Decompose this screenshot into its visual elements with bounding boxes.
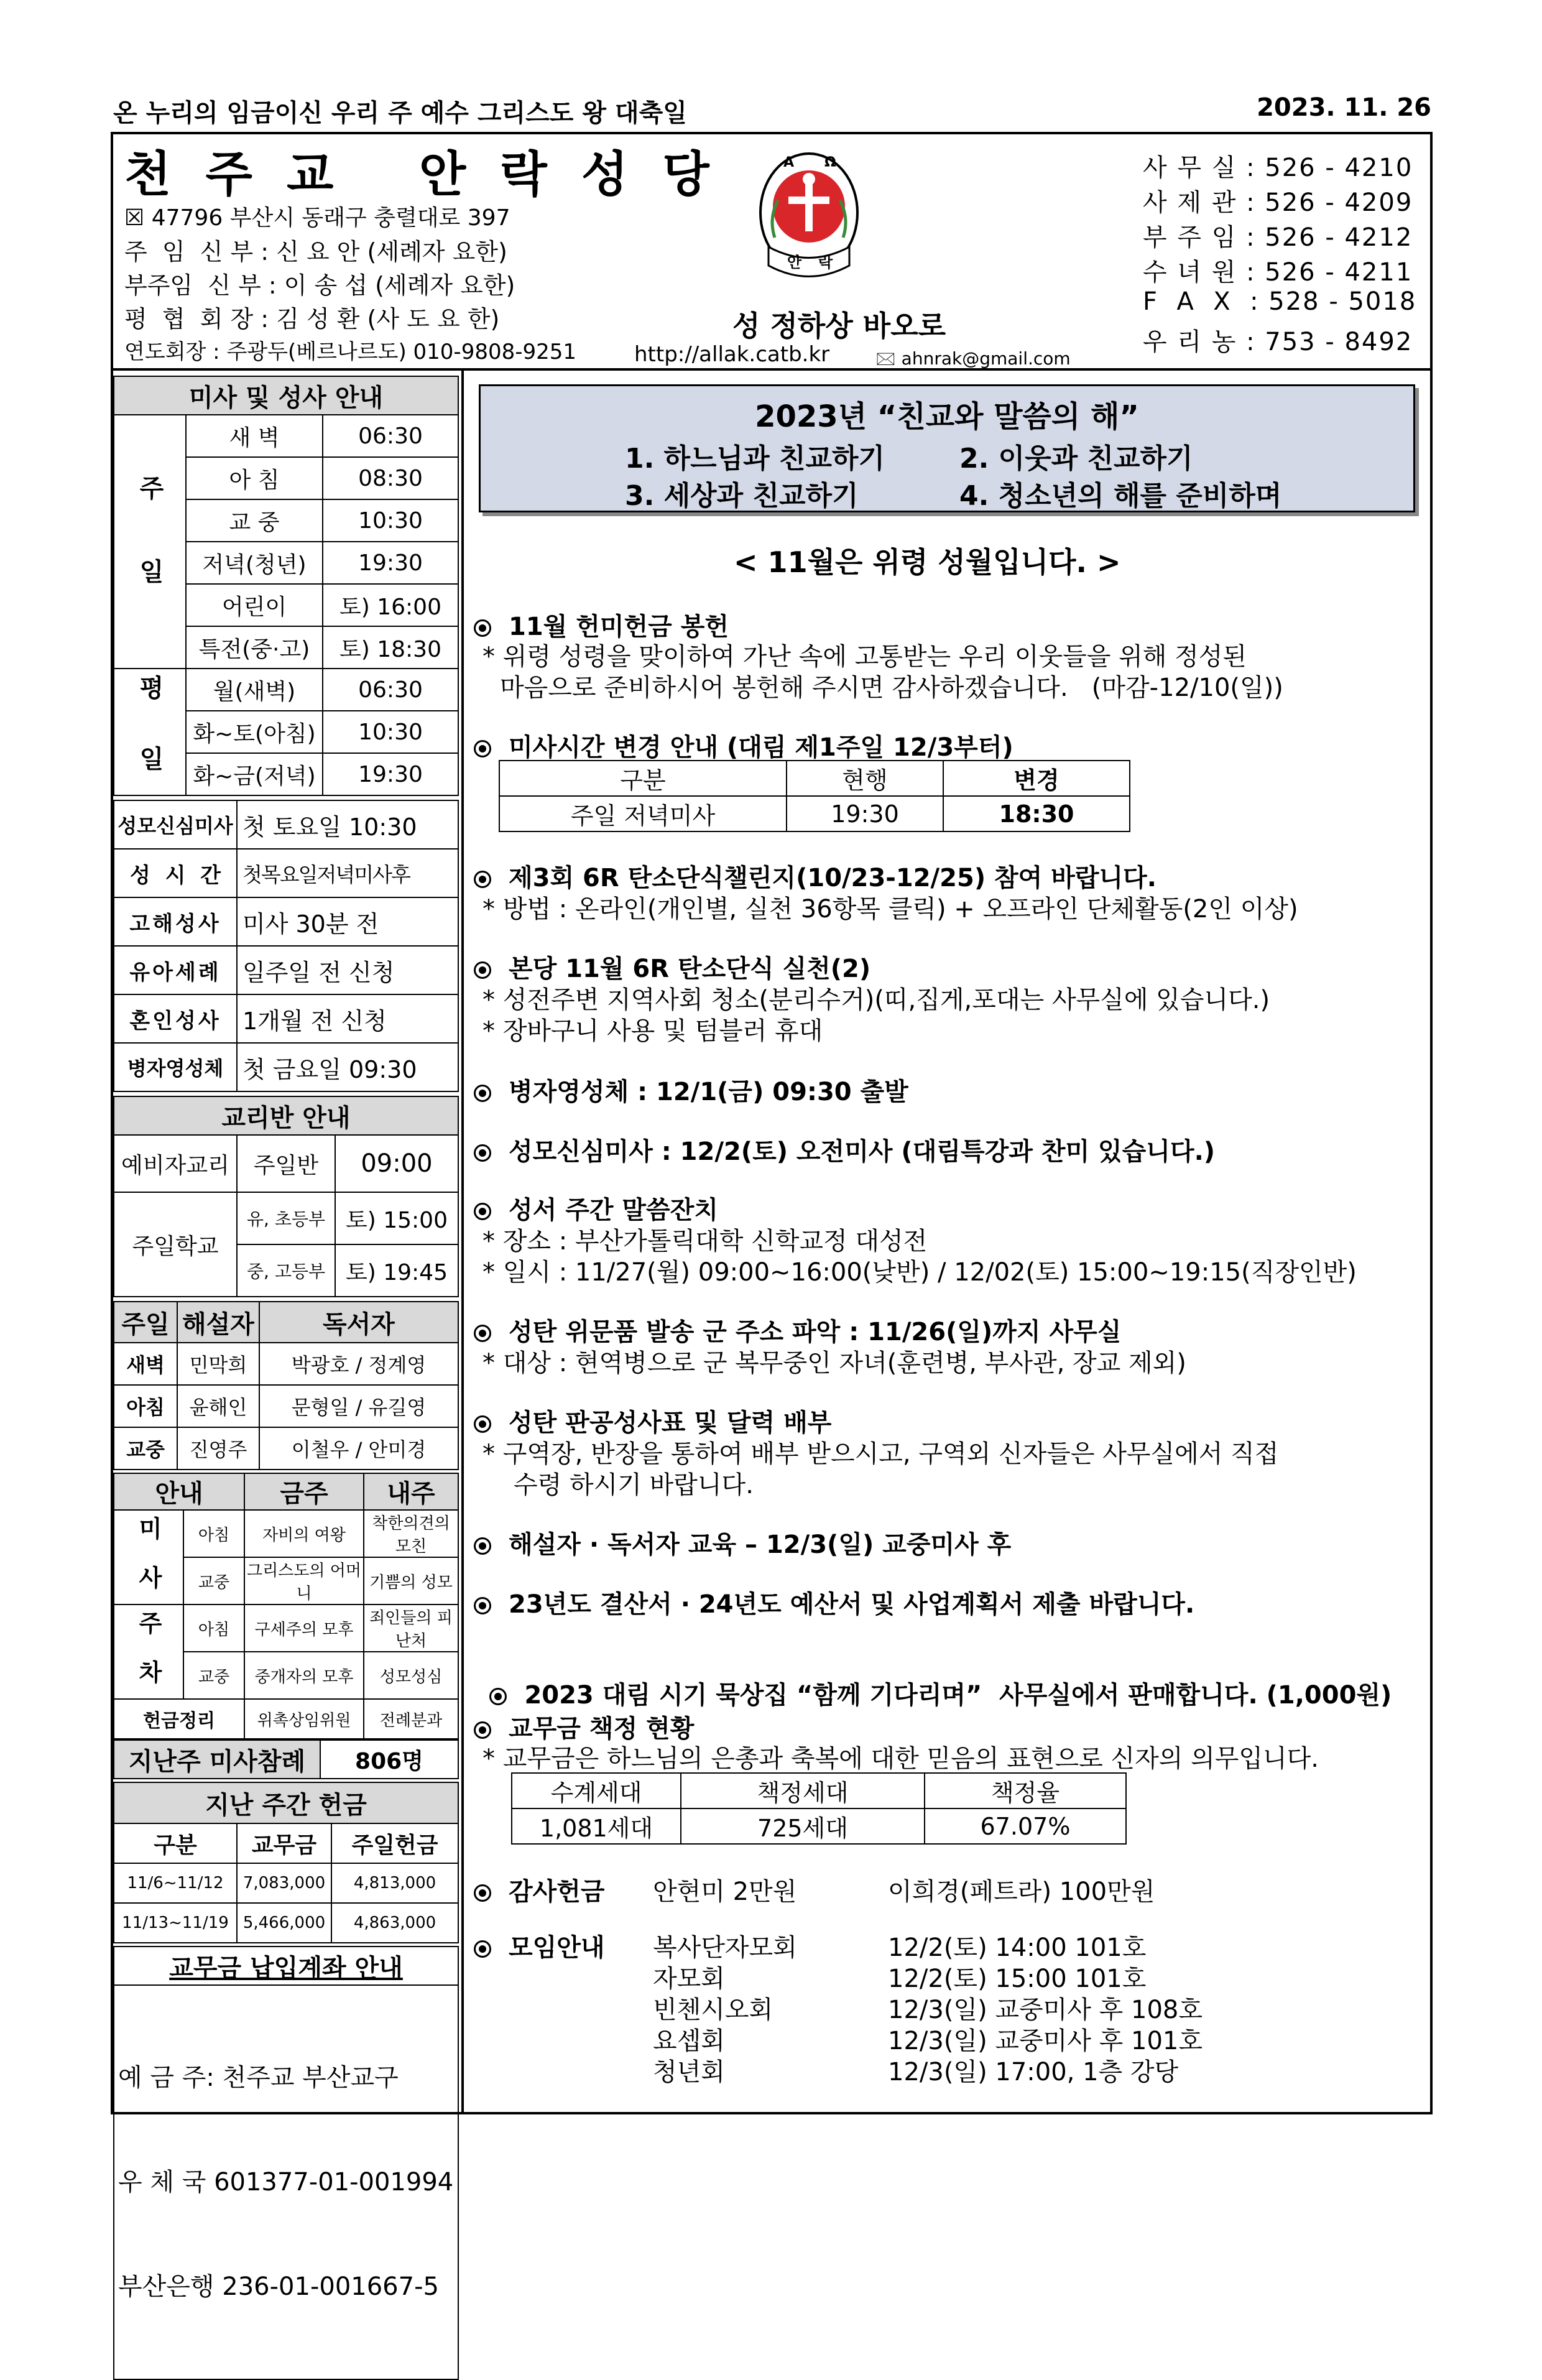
attendance-table [113,1739,459,1779]
mass-sunday-name: 새 벽 [186,415,323,457]
guide-time: 교중 [183,1557,244,1604]
guide-next-week: 죄인들의 피난처 [364,1604,458,1652]
notice-7 [474,1190,718,1226]
mass-sunday-name: 특전(중·고) [186,626,323,669]
tithe-table [511,1772,1127,1845]
table-cell: 1,081세대 [512,1808,681,1844]
bullet-icon [474,1597,491,1614]
column-divider [461,368,464,2114]
meeting-time: 12/2(토) 14:00 101호 [888,1933,1147,1962]
email-text: ahnrak@gmail.com [901,348,1071,369]
left-column [113,376,459,2380]
mass-sunday-time: 10:30 [323,499,458,542]
notice-line: * 교무금은 하느님의 은총과 축복에 대한 믿음의 표현으로 신자의 의무입니다. [482,1744,1319,1773]
notice-title: 2023 대림 시기 묵상집 “함께 기다리며” 사무실에서 판매합니다. (1,000원) [524,1681,1392,1710]
notice-line: * 장소 : 부산가톨릭대학 신학교정 대성전 [482,1227,928,1256]
sacrament-name: 고해성사 [114,897,237,946]
feast-title: 온 누리의 임금이신 우리 주 예수 그리스도 왕 대축일 [113,99,687,127]
thanks-item: 안현미 2만원 [653,1878,797,1906]
notice-3 [474,858,1156,894]
banner-item: 1. 하느님과 친교하기 [625,443,885,475]
mass-sunday-name: 저녁(청년) [186,542,323,584]
table-cell: 67.07% [925,1808,1126,1844]
bullet-icon [474,961,491,979]
notice-9 [474,1403,831,1438]
mass-weekday-time: 19:30 [323,753,458,795]
pre-catechism-class: 주일반 [237,1135,335,1192]
reader-readers: 박광호 / 정계영 [259,1343,458,1385]
notice-title: 성모신심미사 : 12/2(토) 오전미사 (대림특강과 찬미 있습니다.) [509,1137,1216,1166]
staff-yeondo: 연도회장 : 주광두(베르나르도) 010-9808-9251 [124,340,577,364]
mass-sunday-name: 교 중 [186,499,323,542]
sacrament-table [113,800,459,1092]
notice-line: 마음으로 준비하시어 봉헌해 주시면 감사하겠습니다. (마감-12/10(일)) [500,674,1283,702]
banner-item: 4. 청소년의 해를 준비하며 [959,480,1282,512]
bullet-icon [474,1203,491,1220]
pre-catechism-label: 예비자교리 [114,1135,237,1192]
notice-10 [474,1525,1011,1560]
offering-header: 구분 [114,1823,237,1863]
guide-this-week: 중개자의 모후 [244,1652,364,1699]
sacrament-time: 첫 금요일 09:30 [237,1043,458,1091]
notice-12 [474,1647,1392,1711]
guide-this-week: 자비의 여왕 [244,1510,364,1557]
month-notice: < 11월은 위령 성월입니다. > [734,545,1121,579]
meeting-name: 복사단자모회 [653,1933,797,1962]
website-link[interactable]: http://allak.catb.kr [634,342,830,367]
notice-title: 감사헌금 [509,1878,605,1906]
guide-next-week: 기쁨의 성모 [364,1557,458,1604]
reader-readers: 문형일 / 유길영 [259,1385,458,1427]
notice-title: 해설자 · 독서자 교육 – 12/3(일) 교중미사 후 [509,1530,1012,1559]
sacrament-name: 유아세례 [114,946,237,994]
notice-line: * 방법 : 온라인(개인별, 실천 36항목 클릭) + 오프라인 단체활동(2인 이상) [482,895,1298,924]
offering-table [113,1782,459,1943]
account-holder: 예 금 주: 천주교 부산교구 [118,2063,399,2092]
mass-weekday-name: 화~금(저녁) [186,753,323,795]
table-cell: 주일 저녁미사 [499,796,787,831]
mail-icon: 🖂 [875,348,902,369]
sacrament-name: 혼인성사 [114,994,237,1043]
offering-sunday: 4,863,000 [331,1903,458,1943]
notice-title: 성탄 위문품 발송 군 주소 파악 : 11/26(일)까지 사무실 [509,1318,1122,1346]
table-header: 변경 [943,761,1130,796]
bullet-icon [474,1144,491,1162]
meeting-name: 자모회 [653,1965,725,1993]
bulletin-date: 2023. 11. 26 [1257,93,1431,122]
contact-fax: F A X : 528 - 5018 [1143,287,1417,316]
sacrament-name: 병자영성체 [114,1043,237,1091]
guide-time: 아침 [183,1604,244,1652]
table-header: 현행 [787,761,943,796]
mass-table [113,376,459,796]
bullet-icon [474,871,491,888]
offering-sunday: 4,813,000 [331,1863,458,1903]
offering-tithe: 7,083,000 [237,1863,331,1903]
logo-alpha: A [783,155,795,170]
notice-5 [474,1072,908,1108]
mass-weekday-time: 10:30 [323,711,458,753]
table-header: 수계세대 [512,1773,681,1808]
notice-title: 성서 주간 말씀잔치 [509,1196,718,1225]
notice-11 [474,1585,1194,1620]
notice-4 [474,949,870,984]
reader-mass: 새벽 [114,1343,177,1385]
account-table [113,1946,459,2380]
banner-title: 2023년 “친교와 말씀의 해” [755,399,1139,434]
reader-mass: 아침 [114,1385,177,1427]
money-next-week: 전례분과 [364,1699,458,1739]
notice-title: 본당 11월 6R 탄소단식 실천(2) [509,955,871,983]
mass-sunday-time: 06:30 [323,415,458,457]
bullet-icon [489,1688,507,1705]
guide-time: 교중 [183,1652,244,1699]
table-cell: 725세대 [681,1808,925,1844]
header-divider [111,368,1433,371]
readers-header: 해설자 [177,1302,259,1343]
contact-rectory: 사 제 관 : 526 - 4209 [1143,188,1413,217]
school-grade: 유, 초등부 [237,1192,335,1244]
pre-catechism-time: 09:00 [335,1135,458,1192]
weekday-label: 평 일 [114,669,186,795]
offering-period: 11/6~11/12 [114,1863,237,1903]
logo-omega: Ω [824,155,836,170]
mass-sunday-name: 아 침 [186,457,323,499]
sacrament-time: 미사 30분 전 [237,897,458,946]
bullet-icon [474,1537,491,1555]
notice-title: 미사시간 변경 안내 (대림 제1주일 12/3부터) [509,733,1013,762]
meetings-notice [474,1928,605,1963]
bullet-icon [474,1884,491,1902]
banner-item: 2. 이웃과 친교하기 [959,443,1193,475]
bullet-icon [474,1415,491,1433]
mass-sunday-time: 토) 16:00 [323,584,458,626]
email-address[interactable] [875,346,1071,376]
guide-this-week: 구세주의 모후 [244,1604,364,1652]
mass-change-table [499,760,1130,832]
thanks-item: 이희경(페트라) 100만원 [888,1878,1155,1906]
meeting-time: 12/2(토) 15:00 101호 [888,1965,1147,1993]
banner-item: 3. 세상과 친교하기 [625,480,859,512]
guide-mass-label: 미 사 [114,1510,183,1604]
catechism-title: 교리반 안내 [114,1096,458,1135]
bullet-icon [474,740,491,757]
contact-convent: 수 녀 원 : 526 - 4211 [1143,258,1413,287]
school-grade: 중, 고등부 [237,1244,335,1297]
notice-line: * 장바구니 사용 및 텀블러 휴대 [482,1017,823,1045]
notice-line: 수령 하시기 바랍니다. [514,1471,754,1499]
notice-8 [474,1312,1121,1348]
table-header: 책정율 [925,1773,1126,1808]
bullet-icon [474,1721,491,1739]
notice-title: 제3회 6R 탄소단식챌린지(10/23-12/25) 참여 바랍니다. [509,864,1157,892]
patron-name: 성 정하상 바오로 [732,309,946,343]
sacrament-time: 첫 토요일 10:30 [237,800,458,849]
meeting-time: 12/3(일) 교중미사 후 101호 [888,2027,1203,2055]
mass-sunday-time: 토) 18:30 [323,626,458,669]
notice-line: * 위령 성령을 맞이하여 가난 속에 고통받는 우리 이웃들을 위해 정성된 [482,642,1247,671]
readers-header: 주일 [114,1302,177,1343]
contact-urinong: 우 리 농 : 753 - 8492 [1143,328,1413,356]
attendance-label: 지난주 미사참례 [114,1740,320,1779]
money-this-week: 위촉상임위원 [244,1699,364,1739]
reader-commentator: 민막희 [177,1343,259,1385]
mass-weekday-name: 월(새벽) [186,669,323,711]
thanks-notice [474,1872,605,1907]
guide-header: 내주 [364,1473,458,1510]
notice-title: 23년도 결산서 · 24년도 예산서 및 사업계획서 제출 바랍니다. [509,1590,1195,1619]
notice-line: * 구역장, 반장을 통하여 배부 받으시고, 구역외 신자들은 사무실에서 직접 [482,1440,1279,1468]
mass-sunday-time: 08:30 [323,457,458,499]
attendance-value: 806명 [320,1740,458,1779]
table-header: 책정세대 [681,1773,925,1808]
table-header: 구분 [499,761,787,796]
year-theme-banner [479,384,1415,512]
notice-title: 교무금 책정 현황 [509,1715,695,1743]
reader-readers: 이철우 / 안미경 [259,1427,458,1470]
sacrament-time: 첫목요일저녁미사후 [237,849,458,897]
mass-sunday-time: 19:30 [323,542,458,584]
address: ☒ 47796 부산시 동래구 충렬대로 397 [124,205,510,231]
offering-header: 주일헌금 [331,1823,458,1863]
meeting-time: 12/3(일) 17:00, 1층 강당 [888,2058,1179,2086]
table-cell: 18:30 [943,796,1130,831]
notice-line: * 일시 : 11/27(월) 09:00~16:00(낮반) / 12/02(토) 15:00~19:15(직장인반) [482,1258,1357,1287]
sacrament-name: 성모신심미사 [114,800,237,849]
notice-2 [474,728,1013,763]
reader-commentator: 진영주 [177,1427,259,1470]
church-logo [756,144,862,300]
offering-tithe: 5,466,000 [237,1903,331,1943]
contact-office: 사 무 실 : 526 - 4210 [1143,154,1413,182]
reader-mass: 교중 [114,1427,177,1470]
bullet-icon [474,1940,491,1958]
sacrament-time: 일주일 전 신청 [237,946,458,994]
notice-title: 병자영성체 : 12/1(금) 09:30 출발 [509,1078,908,1106]
staff-assistant: 부주임 신 부 : 이 송 섭 (세례자 요한) [124,272,515,299]
school-time: 토) 19:45 [335,1244,458,1297]
bullet-icon [474,619,491,637]
church-title: 천 주 교 안 락 성 당 [124,147,718,203]
account-post: 우 체 국 601377-01-001994 [118,2168,454,2197]
notice-line: * 대상 : 현역병으로 군 복무중인 자녀(훈련병, 부사관, 장교 제외) [482,1349,1186,1378]
notice-title: 11월 헌미헌금 봉헌 [509,613,729,641]
notice-title: 성탄 판공성사표 및 달력 배부 [509,1409,832,1437]
readers-table [113,1301,459,1470]
mass-weekday-name: 화~토(아침) [186,711,323,753]
notice-line: * 성전주변 지역사회 청소(분리수거)(띠,집게,포대는 사무실에 있습니다.) [482,986,1270,1014]
contact-assistant: 부 주 임 : 526 - 4212 [1143,223,1413,252]
guide-table [113,1473,459,1739]
staff-council: 평 협 회 장 : 김 성 환 (사 도 요 한) [124,305,500,333]
mass-section-title: 미사 및 성사 안내 [114,376,458,415]
notice-title: 모임안내 [509,1933,605,1962]
logo-rak: 락 [818,254,833,271]
sacrament-time: 1개월 전 신청 [237,994,458,1043]
sunday-school-label: 주일학교 [114,1192,237,1297]
sacrament-name: 성 시 간 [114,849,237,897]
guide-this-week: 그리스도의 어머니 [244,1557,364,1604]
meeting-name: 청년회 [653,2058,725,2086]
catechism-table [113,1096,459,1297]
meeting-name: 빈첸시오회 [653,1996,773,2024]
guide-next-week: 착한의견의 모친 [364,1510,458,1557]
school-time: 토) 15:00 [335,1192,458,1244]
meeting-time: 12/3(일) 교중미사 후 108호 [888,1996,1203,2024]
account-title: 교무금 납입계좌 안내 [114,1947,458,1985]
guide-parking-label: 주 차 [114,1604,183,1699]
mass-weekday-time: 06:30 [323,669,458,711]
mass-sunday-name: 어린이 [186,584,323,626]
guide-header: 금주 [244,1473,364,1510]
readers-header: 독서자 [259,1302,458,1343]
money-label: 헌금정리 [114,1699,244,1739]
account-bank: 부산은행 236-01-001667-5 [118,2272,439,2301]
sunday-label: 주 일 [114,415,186,669]
notice-6 [474,1132,1215,1167]
offering-header: 교무금 [237,1823,331,1863]
staff-pastor: 주 임 신 부 : 신 요 안 (세례자 요한) [124,238,507,266]
bullet-icon [474,1085,491,1102]
reader-commentator: 윤해인 [177,1385,259,1427]
guide-header: 안내 [114,1473,244,1510]
offering-period: 11/13~11/19 [114,1903,237,1943]
guide-next-week: 성모성심 [364,1652,458,1699]
bullet-icon [474,1325,491,1342]
offering-title: 지난 주간 헌금 [114,1782,458,1823]
meeting-name: 요셉회 [653,2027,725,2055]
logo-an: 안 [787,254,802,271]
guide-time: 아침 [183,1510,244,1557]
table-cell: 19:30 [787,796,943,831]
